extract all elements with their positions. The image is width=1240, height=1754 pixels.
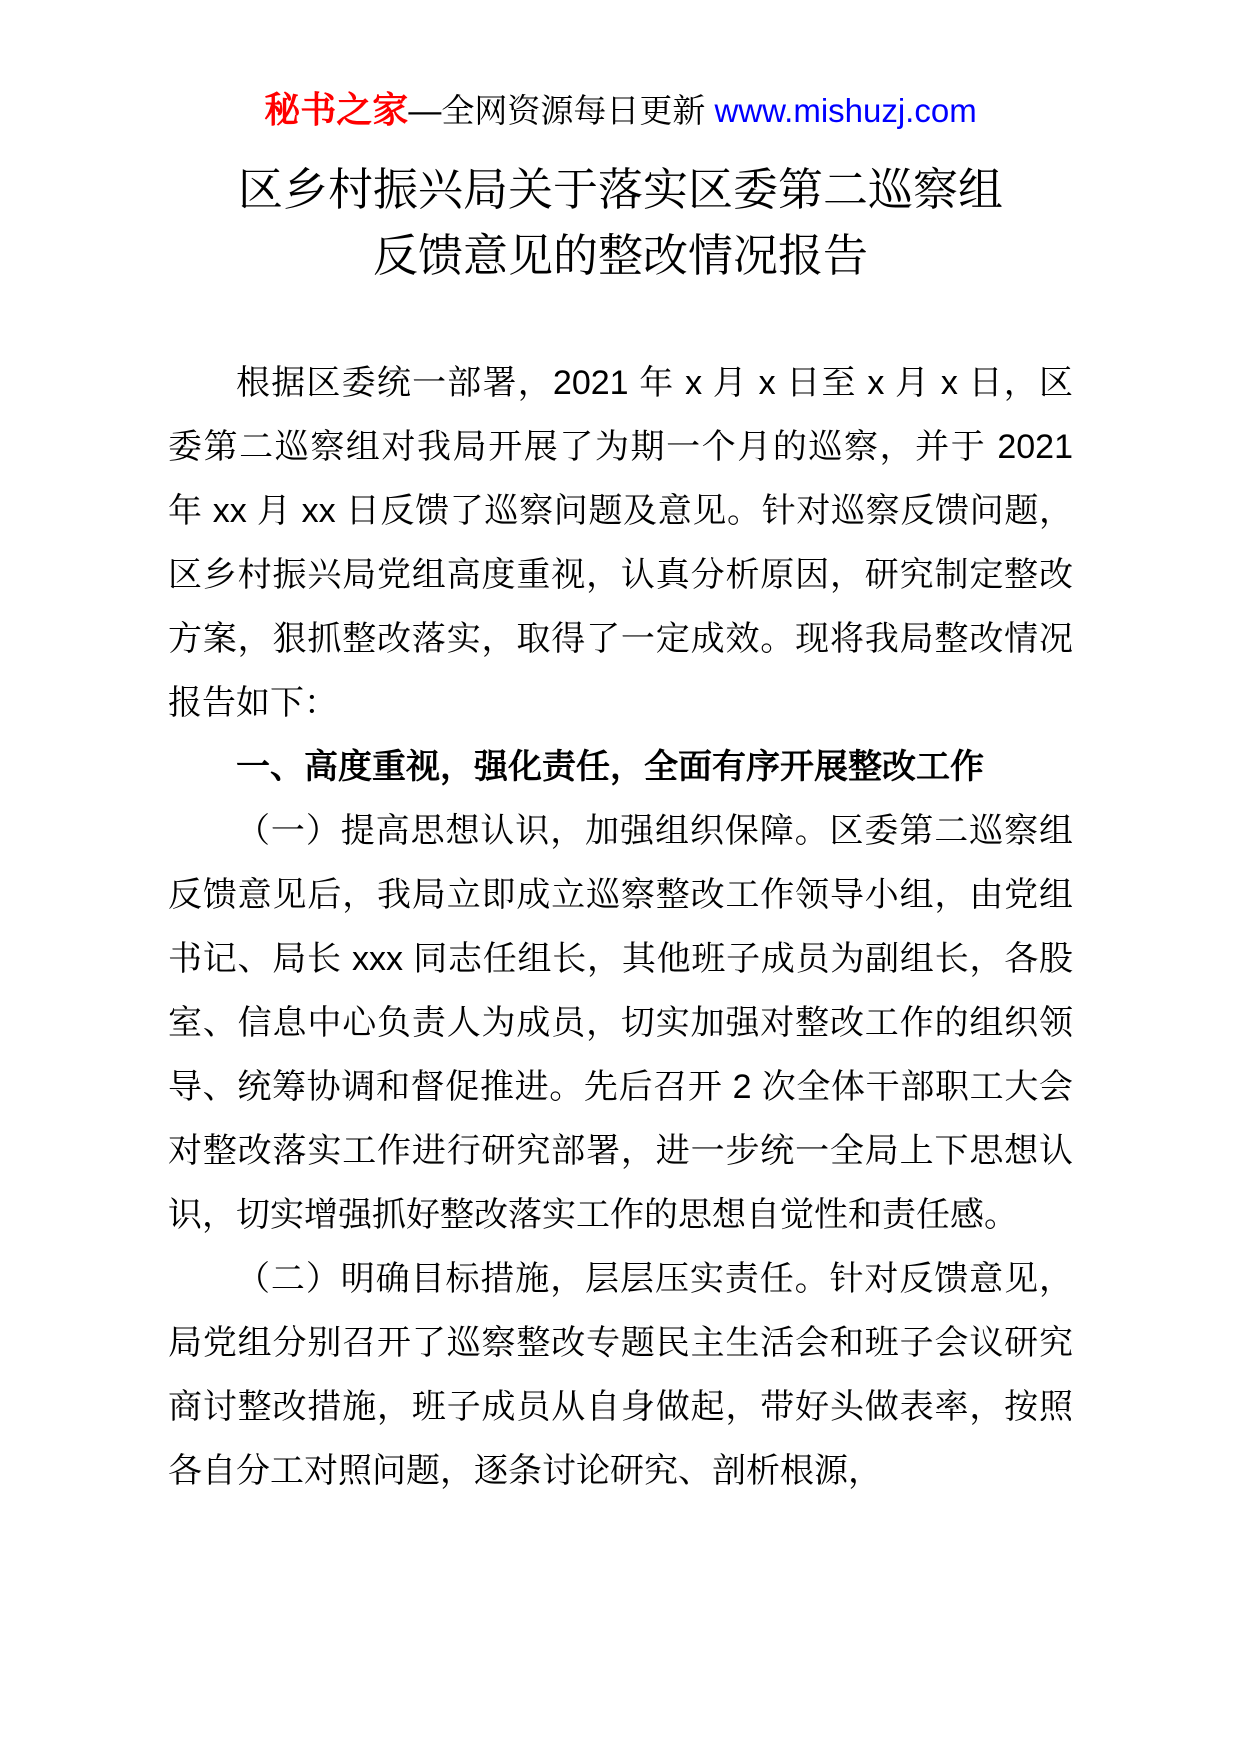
paragraph-sub-2: （二）明确目标措施，层层压实责任。针对反馈意见，局党组分别召开了巡察整改专题民主生活会和班子会议研究商讨整改措施，班子成员从自身做起，带好头做表率，按照各自分工对照问题，逐条讨论研究、剖析根源， [168,1260,1073,1490]
site-tagline: —全网资源每日更新 [408,92,715,129]
document-body [168,351,1073,1503]
site-header [168,88,1073,133]
site-brand: 秘书之家 [264,89,409,130]
section-heading-1: 一、高度重视，强化责任，全面有序开展整改工作 [236,748,984,786]
site-url-link[interactable]: www.mishuzj.com [714,92,977,129]
document-title-line2: 反馈意见的整改情况报告 [372,230,868,281]
paragraph-intro: 根据区委统一部署，2021 年 x 月 x 日至 x 月 x 日，区委第二巡察组对我局开展了为期一个月的巡察，并于 2021 年 xx 月 xx 日反馈了巡察问题及意见。针对巡察反馈问题，区乡村振兴局党组高度重视，认真分析原因，研究制定整改方案，狠抓整改落实，取得了一定成效。现将我局整改情况报告如下： [168,364,1073,722]
document-title-line1: 区乡村振兴局关于落实区委第二巡察组 [237,164,1003,215]
paragraph-sub-1: （一）提高思想认识，加强组织保障。区委第二巡察组反馈意见后，我局立即成立巡察整改工作领导小组，由党组书记、局长 xxx 同志任组长，其他班子成员为副组长，各股室、信息中心负责人为成员，切实加强对整改工作的组织领导、统筹协调和督促推进。先后召开 2 次全体干部职工大会对整改落实工作进行研究部署，进一步统一全局上下思想认识，切实增强抓好整改落实工作的思想自觉性和责任感。 [168,812,1073,1234]
document-title [168,157,1073,289]
